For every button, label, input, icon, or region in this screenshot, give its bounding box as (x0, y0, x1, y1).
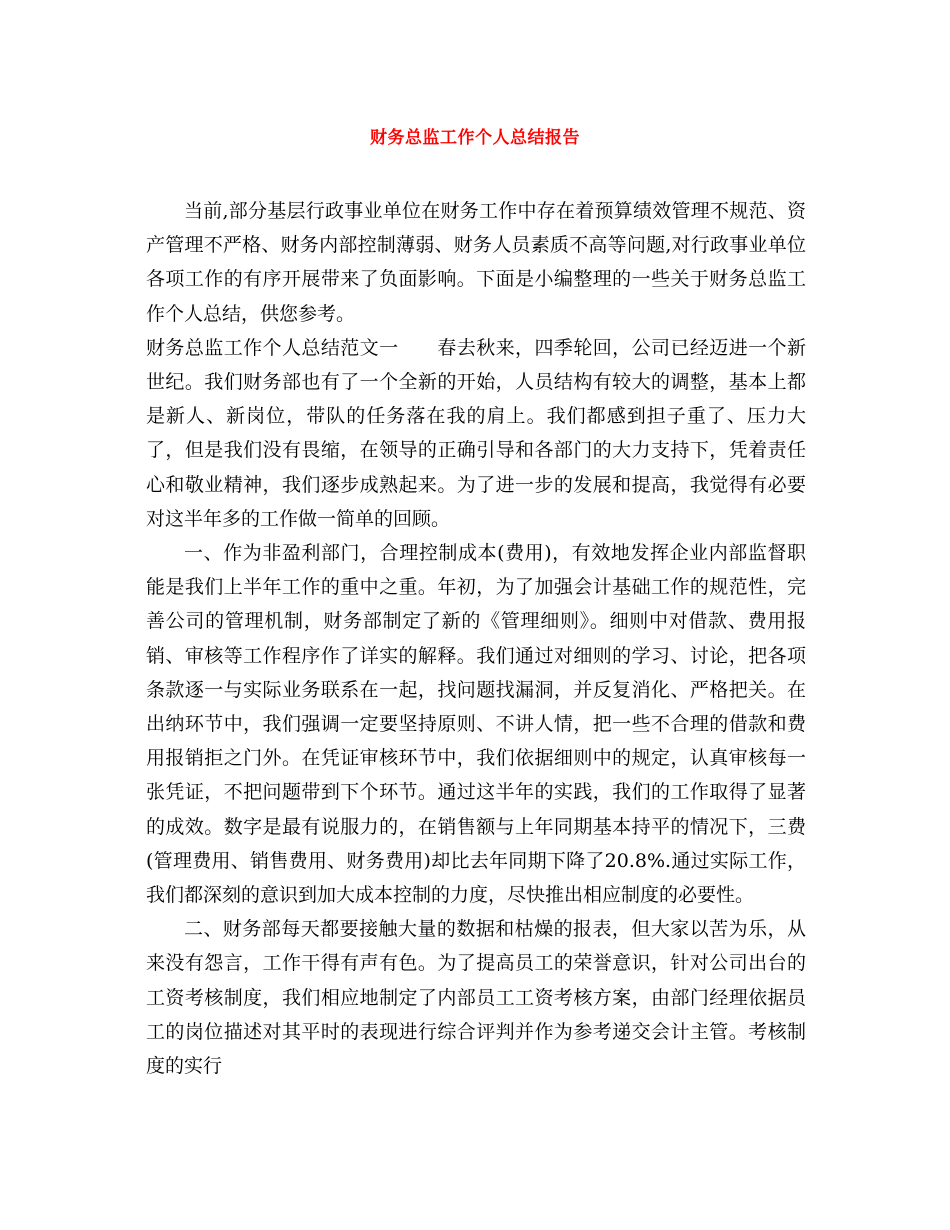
document-title: 财务总监工作个人总结报告 (370, 128, 580, 148)
sample-one-paragraph: 财务总监工作个人总结范文一 春去秋来，四季轮回，公司已经迈进一个新世纪。我们财务部也有了一个全新的开始，人员结构有较大的调整，基本上都是新人、新岗位，带队的任务落在我的肩上。我们都感到担子重了、压力大了，但是我们没有畏缩，在领导的正确引导和各部门的大力支持下，凭着责任心和敬业精神，我们逐步成熟起来。为了进一步的发展和提高，我觉得有必要对这半年多的工作做一简单的回顾。 (146, 336, 806, 530)
document-body (146, 194, 806, 1083)
intro-paragraph: 当前,部分基层行政事业单位在财务工作中存在着预算绩效管理不规范、资产管理不严格、财务内部控制薄弱、财务人员素质不高等问题,对行政事业单位各项工作的有序开展带来了负面影响。下面是小编整理的一些关于财务总监工作个人总结，供您参考。 (146, 200, 806, 325)
section-one-paragraph: 一、作为非盈利部门，合理控制成本(费用)，有效地发挥企业内部监督职能是我们上半年工作的重中之重。年初，为了加强会计基础工作的规范性，完善公司的管理机制，财务部制定了新的《管理细则》。细则中对借款、费用报销、审核等工作程序作了详实的解释。我们通过对细则的学习、讨论，把各项条款逐一与实际业务联系在一起，找问题找漏洞，并反复消化、严格把关。在出纳环节中，我们强调一定要坚持原则、不讲人情，把一些不合理的借款和费用报销拒之门外。在凭证审核环节中，我们依据细则中的规定，认真审核每一张凭证，不把问题带到下个环节。通过这半年的实践，我们的工作取得了显著的成效。数字是最有说服力的，在销售额与上年同期基本持平的情况下，三费(管理费用、销售费用、财务费用)却比去年同期下降了20.8%.通过实际工作，我们都深刻的意识到加大成本控制的力度，尽快推出相应制度的必要性。 (146, 542, 806, 907)
section-two-paragraph: 二、财务部每天都要接触大量的数据和枯燥的报表，但大家以苦为乐，从来没有怨言，工作干得有声有色。为了提高员工的荣誉意识，针对公司出台的工资考核制度，我们相应地制定了内部员工工资考核方案，由部门经理依据员工的岗位描述对其平时的表现进行综合评判并作为参考递交会计主管。考核制度的实行 (146, 918, 806, 1078)
